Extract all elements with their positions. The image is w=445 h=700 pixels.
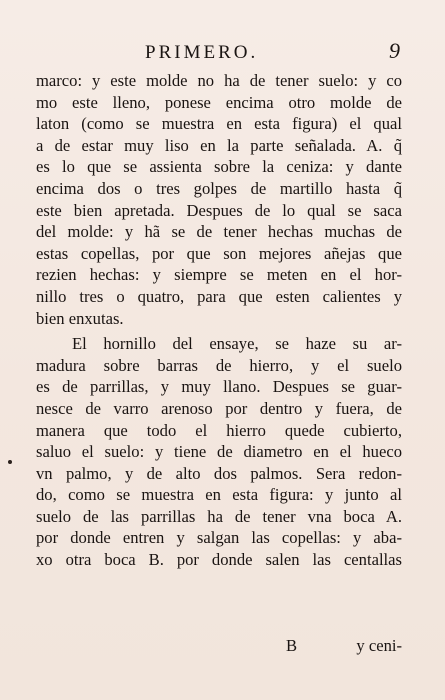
text-line: manera que todo el hierro quede cubierto, (36, 420, 402, 440)
text-line: do, como se muestra en esta figura: y junto al (36, 485, 402, 505)
text-line: es lo que se assienta sobre la ceniza: y dante (36, 157, 402, 177)
text-line: xo otra boca B. por donde salen las centallas (36, 550, 402, 570)
running-head: PRIMERO. (145, 42, 259, 63)
text-line: vn palmo, y de alto dos palmos. Sera redon- (36, 463, 402, 483)
text-line: mo este lleno, ponese encima otro molde de (36, 92, 402, 112)
catchword: y ceni- (356, 636, 402, 655)
page-header (0, 38, 445, 68)
text-line: del molde: y hã se de tener hechas muchas de (36, 222, 402, 242)
text-line: madura sobre barras de hierro, y el suelo (36, 355, 402, 375)
text-line: rezien hechas: y siempre se meten en el hor- (36, 265, 402, 285)
page-footer (36, 636, 402, 660)
text-line: saluo el suelo: y tiene de diametro en el hueco (36, 442, 402, 462)
paragraph-1 (36, 70, 402, 329)
text-line: nesce de varro arenoso por dentro y fuera, de (36, 398, 402, 418)
body-text (36, 70, 402, 571)
text-line: encima dos o tres golpes de martillo hasta q̃ (36, 178, 402, 198)
text-line: marco: y este molde no ha de tener suelo: y co (36, 71, 402, 90)
ink-speck (8, 460, 12, 464)
text-line: suelo de las parrillas ha de tener vna boca A. (36, 506, 402, 526)
text-line: por donde entren y salgan las copellas: y aba- (36, 528, 402, 548)
text-line: bien enxutas. (36, 308, 124, 328)
text-line: a de estar muy liso en la parte señalada. A. q̃ (36, 135, 402, 155)
text-line: es de parrillas, y muy llano. Despues se guar- (36, 377, 402, 397)
text-line: laton (como se muestra en esta figura) el qual (36, 114, 402, 134)
text-line: nillo tres o quatro, para que esten calientes y (36, 286, 402, 306)
text-line: El hornillo del ensaye, se haze su ar- (72, 334, 402, 354)
page-number: 9 (389, 38, 400, 63)
text-line: estas copellas, por que son mejores añejas que (36, 243, 402, 263)
signature-mark: B (286, 636, 298, 655)
text-line: este bien apretada. Despues de lo qual se saca (36, 200, 402, 220)
paragraph-2 (36, 333, 402, 571)
